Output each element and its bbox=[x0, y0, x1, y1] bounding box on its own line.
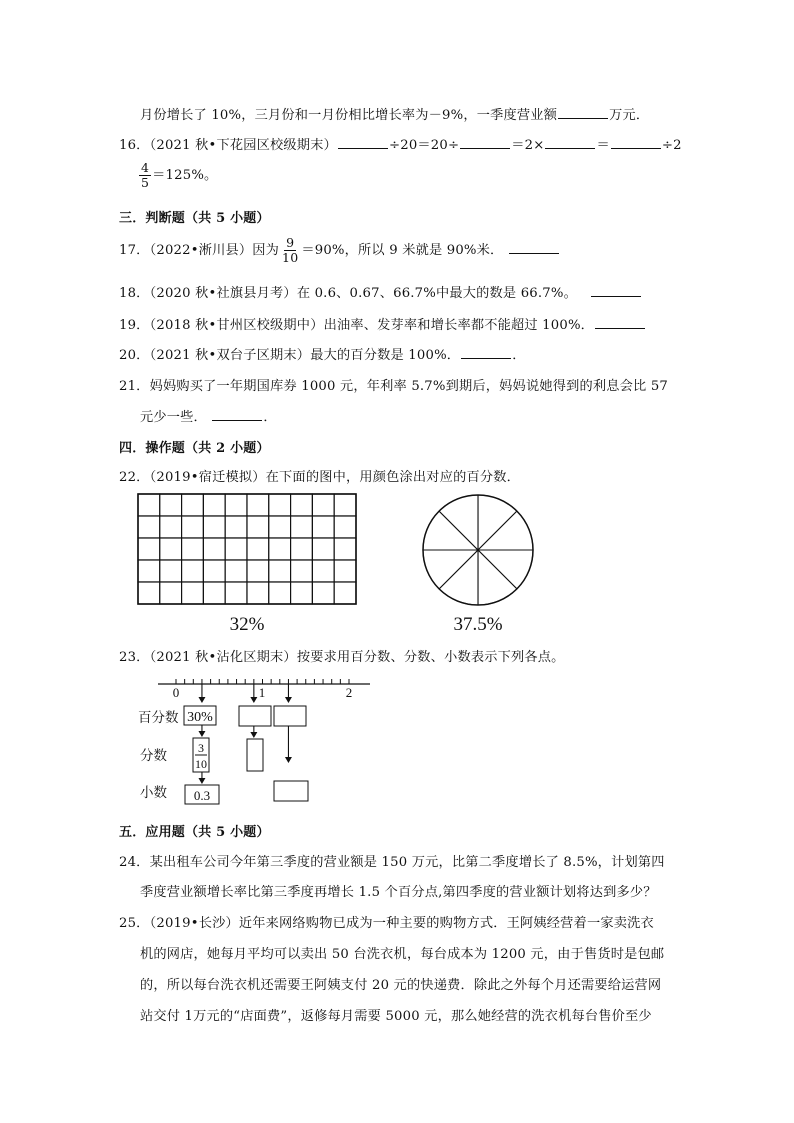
fraction-numerator: 4 bbox=[141, 160, 150, 175]
section-title-judgement: 三．判断题（共 5 小题） bbox=[119, 211, 270, 226]
decimal-box-point-1.3[interactable] bbox=[274, 781, 308, 801]
row-label-fraction: 分数 bbox=[140, 748, 167, 763]
tick-label-2: 2 bbox=[345, 685, 353, 700]
section-title-application: 五．应用题（共 5 小题） bbox=[119, 825, 270, 840]
number-line-ticks bbox=[176, 679, 349, 684]
grid-label: 32% bbox=[229, 614, 265, 635]
q21-line1: 妈妈购买了一年期国库券 1000 元，年利率 5.7%到期后，妈妈说她得到的利息会比 57 bbox=[149, 379, 669, 394]
q16-tail: ＝125%。 bbox=[152, 167, 218, 183]
row-label-decimal: 小数 bbox=[140, 785, 167, 800]
q21-tail: ． bbox=[263, 410, 277, 425]
q16-part4: ÷2 bbox=[661, 138, 682, 153]
arrow-percent-to-fraction-0-head bbox=[198, 731, 205, 737]
question-number: 19． bbox=[119, 318, 150, 333]
q17-text-before: 因为 bbox=[252, 242, 280, 258]
question-number: 21． bbox=[119, 379, 150, 394]
q20-text: 最大的百分数是 100%． bbox=[310, 348, 461, 363]
question-source: （2022•淅川县） bbox=[149, 242, 253, 258]
question-number: 25． bbox=[119, 916, 150, 931]
fraction-denominator: 5 bbox=[141, 174, 150, 190]
q16-part2: ＝2× bbox=[511, 138, 545, 153]
q15-text: 月份增长了 10%，三月份和一月份相比增长率为－9%，一季度营业额 bbox=[140, 108, 558, 123]
question-25 bbox=[119, 912, 654, 931]
question-source: （2019•宿迁模拟） bbox=[149, 470, 266, 485]
q16-part1: ÷20＝20÷ bbox=[388, 138, 460, 153]
arrow-percent-to-decimal-2-head bbox=[285, 757, 292, 763]
fraction-example-numerator: 3 bbox=[198, 741, 204, 755]
percent-box-point-0.9[interactable] bbox=[239, 706, 271, 726]
section-title-operation: 四．操作题（共 2 小题） bbox=[119, 441, 270, 456]
question-source: （2021 秋•沾化区期末） bbox=[149, 650, 297, 665]
question-source: （2021 秋•下花园区校级期末） bbox=[149, 138, 337, 153]
question-source: （2019•长沙） bbox=[149, 916, 239, 931]
arrow-percent-to-fraction-1-head bbox=[250, 732, 257, 738]
arrow-point-2-head bbox=[285, 697, 292, 703]
fraction-denominator: 10 bbox=[282, 249, 299, 265]
q15-unit: 万元． bbox=[609, 108, 650, 123]
arrow-fraction-to-decimal-0-head bbox=[198, 778, 205, 784]
question-source: （2018 秋•甘州区校级期中） bbox=[149, 318, 324, 333]
question-25-line2 bbox=[140, 943, 664, 962]
row-label-percent: 百分数 bbox=[138, 710, 179, 725]
q17-text-after: ＝90%，所以 9 米就是 90%米． bbox=[301, 242, 504, 258]
question-source: （2021 秋•双台子区期末） bbox=[149, 348, 311, 363]
circle-label: 37.5% bbox=[453, 614, 503, 635]
question-25-line4 bbox=[140, 1005, 652, 1024]
q23-text: 按要求用百分数、分数、小数表示下列各点。 bbox=[296, 650, 565, 665]
fraction-numerator: 9 bbox=[286, 235, 295, 250]
question-number: 24． bbox=[119, 855, 150, 870]
q25-line3-text: 的，所以每台洗衣机还需要王阿姨支付 20 元的快递费．除此之外每个月还需要给运营网 bbox=[140, 978, 662, 993]
q24-line1: 某出租车公司今年第三季度的营业额是 150 万元，比第二季度增长了 8.5%，计划第四 bbox=[149, 855, 665, 870]
question-number: 16． bbox=[119, 138, 150, 153]
q20-tail: ． bbox=[512, 348, 526, 363]
question-24 bbox=[119, 851, 665, 870]
q18-text: 在 0.6、0.67、66.7%中最大的数是 66.7%。 bbox=[296, 286, 577, 301]
q16-part3: ＝ bbox=[596, 138, 610, 153]
question-number: 18． bbox=[119, 286, 150, 301]
arrow-point-1-head bbox=[250, 697, 257, 703]
q19-text: 出油率、发芽率和增长率都不能超过 100%． bbox=[323, 318, 595, 333]
q25-line4-text: 站交付 1万元的“店面费”，返修每月需要 5000 元，那么她经营的洗衣机每台售价至少 bbox=[140, 1009, 652, 1024]
arrows bbox=[198, 684, 292, 784]
q25-line2-text: 机的网店，她每月平均可以卖出 50 台洗衣机，每台成本为 1200 元，由于售货时是包邮 bbox=[140, 947, 665, 962]
arrow-point-0-head bbox=[198, 697, 205, 703]
question-source: （2020 秋•社旗县月考） bbox=[149, 286, 297, 301]
percent-example: 30% bbox=[187, 710, 213, 725]
fraction-example-denominator: 10 bbox=[195, 757, 207, 771]
question-number: 23． bbox=[119, 650, 150, 665]
q21-line2: 元少一些． bbox=[140, 410, 207, 425]
question-number: 17． bbox=[119, 242, 150, 258]
question-25-line3 bbox=[140, 974, 661, 993]
q24-line2: 季度营业额增长率比第三季度再增长 1.5 个百分点,第四季度的营业额计划将达到多少？ bbox=[140, 885, 657, 900]
question-24-continued bbox=[140, 881, 657, 900]
fraction-box-point-0.9[interactable] bbox=[247, 739, 263, 771]
percent-box-point-1.3[interactable] bbox=[274, 706, 306, 726]
question-number: 20． bbox=[119, 348, 150, 363]
q25-line1: 近年来网络购物已成为一种主要的购物方式．王阿姨经营着一家卖洗衣 bbox=[238, 916, 654, 931]
tick-label-0: 0 bbox=[172, 685, 180, 700]
question-number: 22． bbox=[119, 470, 150, 485]
q22-text: 在下面的图中，用颜色涂出对应的百分数． bbox=[265, 470, 521, 485]
decimal-example: 0.3 bbox=[193, 788, 211, 803]
tick-label-1: 1 bbox=[258, 685, 266, 700]
